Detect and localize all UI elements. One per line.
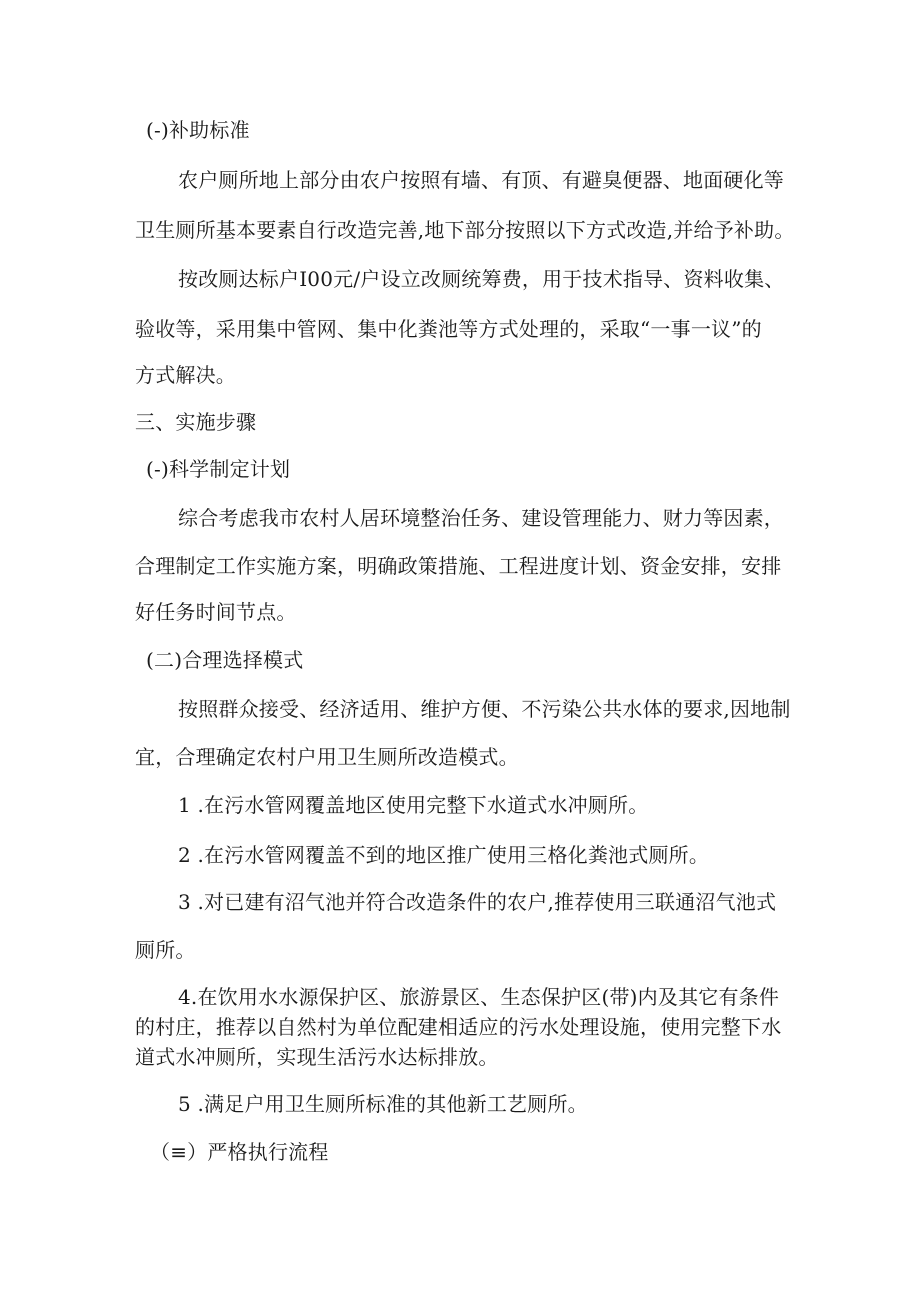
- list-item-4: 4.在饮用水水源保护区、旅游景区、生态保护区(带)内及其它有条件: [178, 985, 780, 1009]
- list-item-5: 5 .满足户用卫生厕所标准的其他新工艺厕所。: [178, 1092, 588, 1116]
- paragraph-line: 综合考虑我市农村人居环境整治任务、建设管理能力、财力等因素，: [178, 506, 784, 530]
- subsection-heading-plan: (-)科学制定计划: [146, 457, 291, 481]
- paragraph-line: 验收等，采用集中管网、集中化粪池等方式处理的，采取“一事一议”的: [135, 317, 762, 341]
- paragraph-line: 卫生厕所基本要素自行改造完善,地下部分按照以下方式改造,并给予补助。: [135, 218, 795, 242]
- section-heading-implementation: 三、实施步骤: [135, 410, 257, 434]
- list-item-2: 2 .在污水管网覆盖不到的地区推广使用三格化粪池式厕所。: [178, 843, 710, 867]
- subsection-heading-mode: (二)合理选择模式: [146, 648, 304, 672]
- list-item-3-continued: 厕所。: [135, 938, 196, 962]
- paragraph-line: 按改厕达标户I00元/户设立改厕统筹费，用于技术指导、资料收集、: [178, 267, 785, 291]
- list-item-1: 1 .在污水管网覆盖地区使用完整下水道式水冲厕所。: [178, 793, 649, 817]
- paragraph-line: 合理制定工作实施方案，明确政策措施、工程进度计划、资金安排，安排: [135, 554, 782, 578]
- list-item-4-continued: 的村庄，推荐以自然村为单位配建相适应的污水处理设施，使用完整下水: [135, 1015, 782, 1039]
- list-item-3: 3 .对已建有沼气池并符合改造条件的农户,推荐使用三联通沼气池式: [178, 890, 777, 914]
- paragraph-line: 农户厕所地上部分由农户按照有墙、有顶、有避臭便器、地面硬化等: [178, 168, 784, 192]
- paragraph-line: 好任务时间节点。: [135, 600, 297, 624]
- subsection-heading-subsidy: (-)补助标准: [146, 118, 250, 142]
- paragraph-line: 方式解决。: [135, 363, 236, 387]
- paragraph-line: 宜，合理确定农村户用卫生厕所改造模式。: [135, 745, 519, 769]
- paragraph-line: 按照群众接受、经济适用、维护方便、不污染公共水体的要求,因地制: [178, 697, 791, 721]
- list-item-4-continued: 道式水冲厕所，实现生活污水达标排放。: [135, 1045, 499, 1069]
- subsection-heading-process: （≡）严格执行流程: [150, 1140, 329, 1164]
